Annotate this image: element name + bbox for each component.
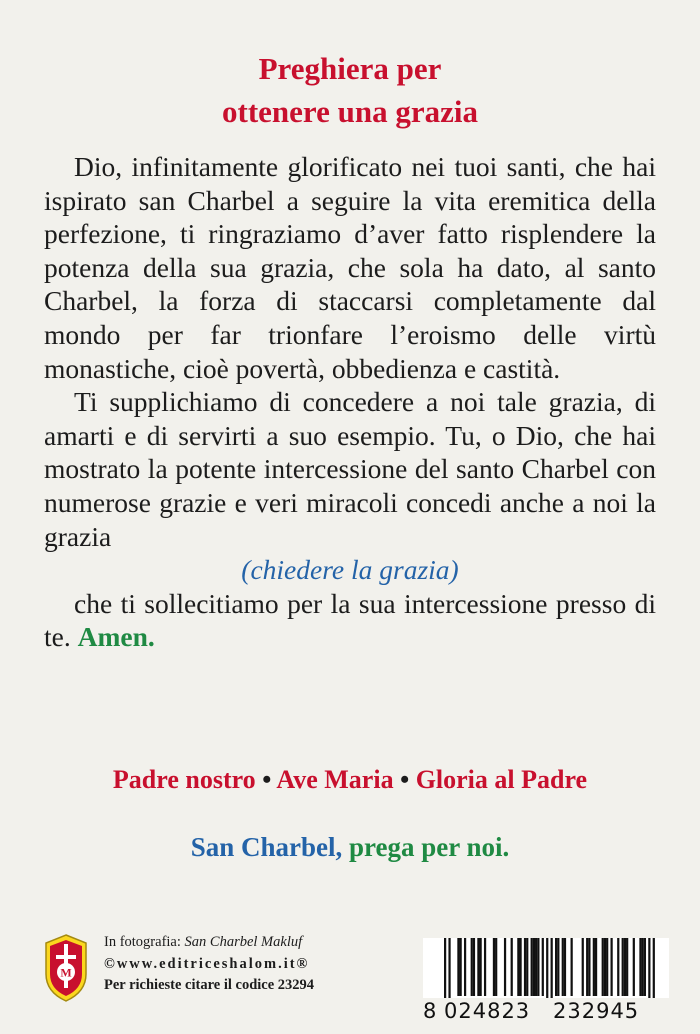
barcode-bar xyxy=(535,938,537,996)
barcode-bar xyxy=(473,938,475,996)
barcode-bar xyxy=(555,938,557,996)
barcode-bar xyxy=(484,938,486,996)
shalom-logo-icon xyxy=(44,934,88,1002)
barcode-bar xyxy=(537,938,539,996)
barcode-bar xyxy=(511,938,513,996)
barcode-bar xyxy=(642,938,644,996)
barcode-bar xyxy=(639,938,641,996)
prayer-gloria: Gloria al Padre xyxy=(415,765,588,794)
barcode-bar xyxy=(564,938,566,996)
prayer-paragraph-3-text: che ti sollecitiamo per la sua intercessione presso di te. xyxy=(44,587,656,653)
barcode-bar xyxy=(617,938,619,996)
barcode-bar xyxy=(604,938,606,996)
prayers-list xyxy=(0,765,700,795)
barcode-bar xyxy=(562,938,564,996)
prayer-paragraph-3 xyxy=(44,587,656,654)
barcode-bar xyxy=(524,938,526,996)
barcode-digit-group-2: 232945 xyxy=(553,999,640,1023)
barcode-bar xyxy=(517,938,519,996)
prayer-title xyxy=(0,47,700,133)
footer xyxy=(0,922,700,1034)
barcode-bar xyxy=(626,938,628,996)
barcode-bar xyxy=(595,938,597,996)
barcode-bar xyxy=(551,938,553,998)
barcode-bar xyxy=(448,938,450,998)
invocation-saint: San Charbel, xyxy=(190,832,343,862)
barcode-bar xyxy=(602,938,604,996)
photo-label: In fotografia: xyxy=(104,934,181,950)
grace-request: (chiedere la grazia) xyxy=(241,554,459,586)
photo-subject: San Charbel Makluf xyxy=(184,934,303,950)
barcode xyxy=(423,938,669,1026)
barcode-bar xyxy=(586,938,588,996)
barcode-bar xyxy=(444,938,446,998)
barcode-bar xyxy=(471,938,473,996)
prayer-text xyxy=(44,150,656,654)
prayer-ave-maria: Ave Maria xyxy=(276,765,394,794)
request-code: Per richieste citare il codice 23294 xyxy=(104,977,315,993)
barcode-bar xyxy=(542,938,544,996)
barcode-bar xyxy=(546,938,548,998)
prayer-paragraph-1: Dio, infinitamente glorificato nei tuoi santi, che hai ispirato san Charbel a seguire la vita eremitica della perfezione, ti ringraziamo d’aver fatto risplendere la potenza della sua grazia, che sola ha dato, al santo Charbel, la forza di staccarsi completamente dal mondo per far trionfare l’eroismo delle virtù monastiche, cioè povertà, obbedienza e castità. xyxy=(44,151,656,384)
barcode-bar xyxy=(606,938,608,996)
publisher-website: ©www.editriceshalom.it® xyxy=(104,955,310,972)
invocation-ask: prega per noi. xyxy=(349,832,510,862)
prayer-paragraph-2: Ti supplichiamo di concedere a noi tale grazia, di amarti e di servirti a suo esempio. Tu, o Dio, che hai mostrato la potente intercessione del santo Charbel con numerose grazie e veri miracoli concedi anche a noi la grazia xyxy=(44,386,656,552)
barcode-bar xyxy=(493,938,495,996)
separator: • xyxy=(262,765,272,794)
title-line-1: Preghiera per xyxy=(258,51,442,86)
publisher-info xyxy=(104,932,404,997)
barcode-bar xyxy=(533,938,535,996)
logo-letter: M xyxy=(60,965,72,980)
barcode-bar xyxy=(531,938,533,996)
separator: • xyxy=(400,765,410,794)
barcode-bar xyxy=(644,938,646,996)
invocation xyxy=(0,832,700,863)
barcode-bar xyxy=(557,938,559,996)
barcode-bar xyxy=(624,938,626,996)
barcode-bar xyxy=(504,938,506,996)
barcode-bar xyxy=(457,938,459,996)
photo-credit xyxy=(104,932,404,954)
barcode-bar xyxy=(653,938,655,998)
barcode-bar xyxy=(588,938,590,996)
barcode-bar xyxy=(593,938,595,996)
barcode-bars xyxy=(423,938,669,998)
barcode-digit-first: 8 xyxy=(423,999,438,1023)
barcode-bar xyxy=(582,938,584,996)
barcode-bar xyxy=(464,938,466,996)
amen: Amen. xyxy=(77,621,155,653)
barcode-bar xyxy=(477,938,479,996)
barcode-bar xyxy=(622,938,624,996)
barcode-bar xyxy=(633,938,635,996)
prayer-padre-nostro: Padre nostro xyxy=(112,765,256,794)
barcode-bar xyxy=(571,938,573,996)
title-line-2: ottenere una grazia xyxy=(222,94,478,129)
barcode-bar xyxy=(519,938,521,996)
barcode-bar xyxy=(526,938,528,996)
barcode-bar xyxy=(611,938,613,996)
barcode-bar xyxy=(480,938,482,996)
barcode-bar xyxy=(648,938,650,998)
barcode-bar xyxy=(460,938,462,996)
barcode-digit-group-1: 024823 xyxy=(444,999,531,1023)
barcode-bar xyxy=(495,938,497,996)
